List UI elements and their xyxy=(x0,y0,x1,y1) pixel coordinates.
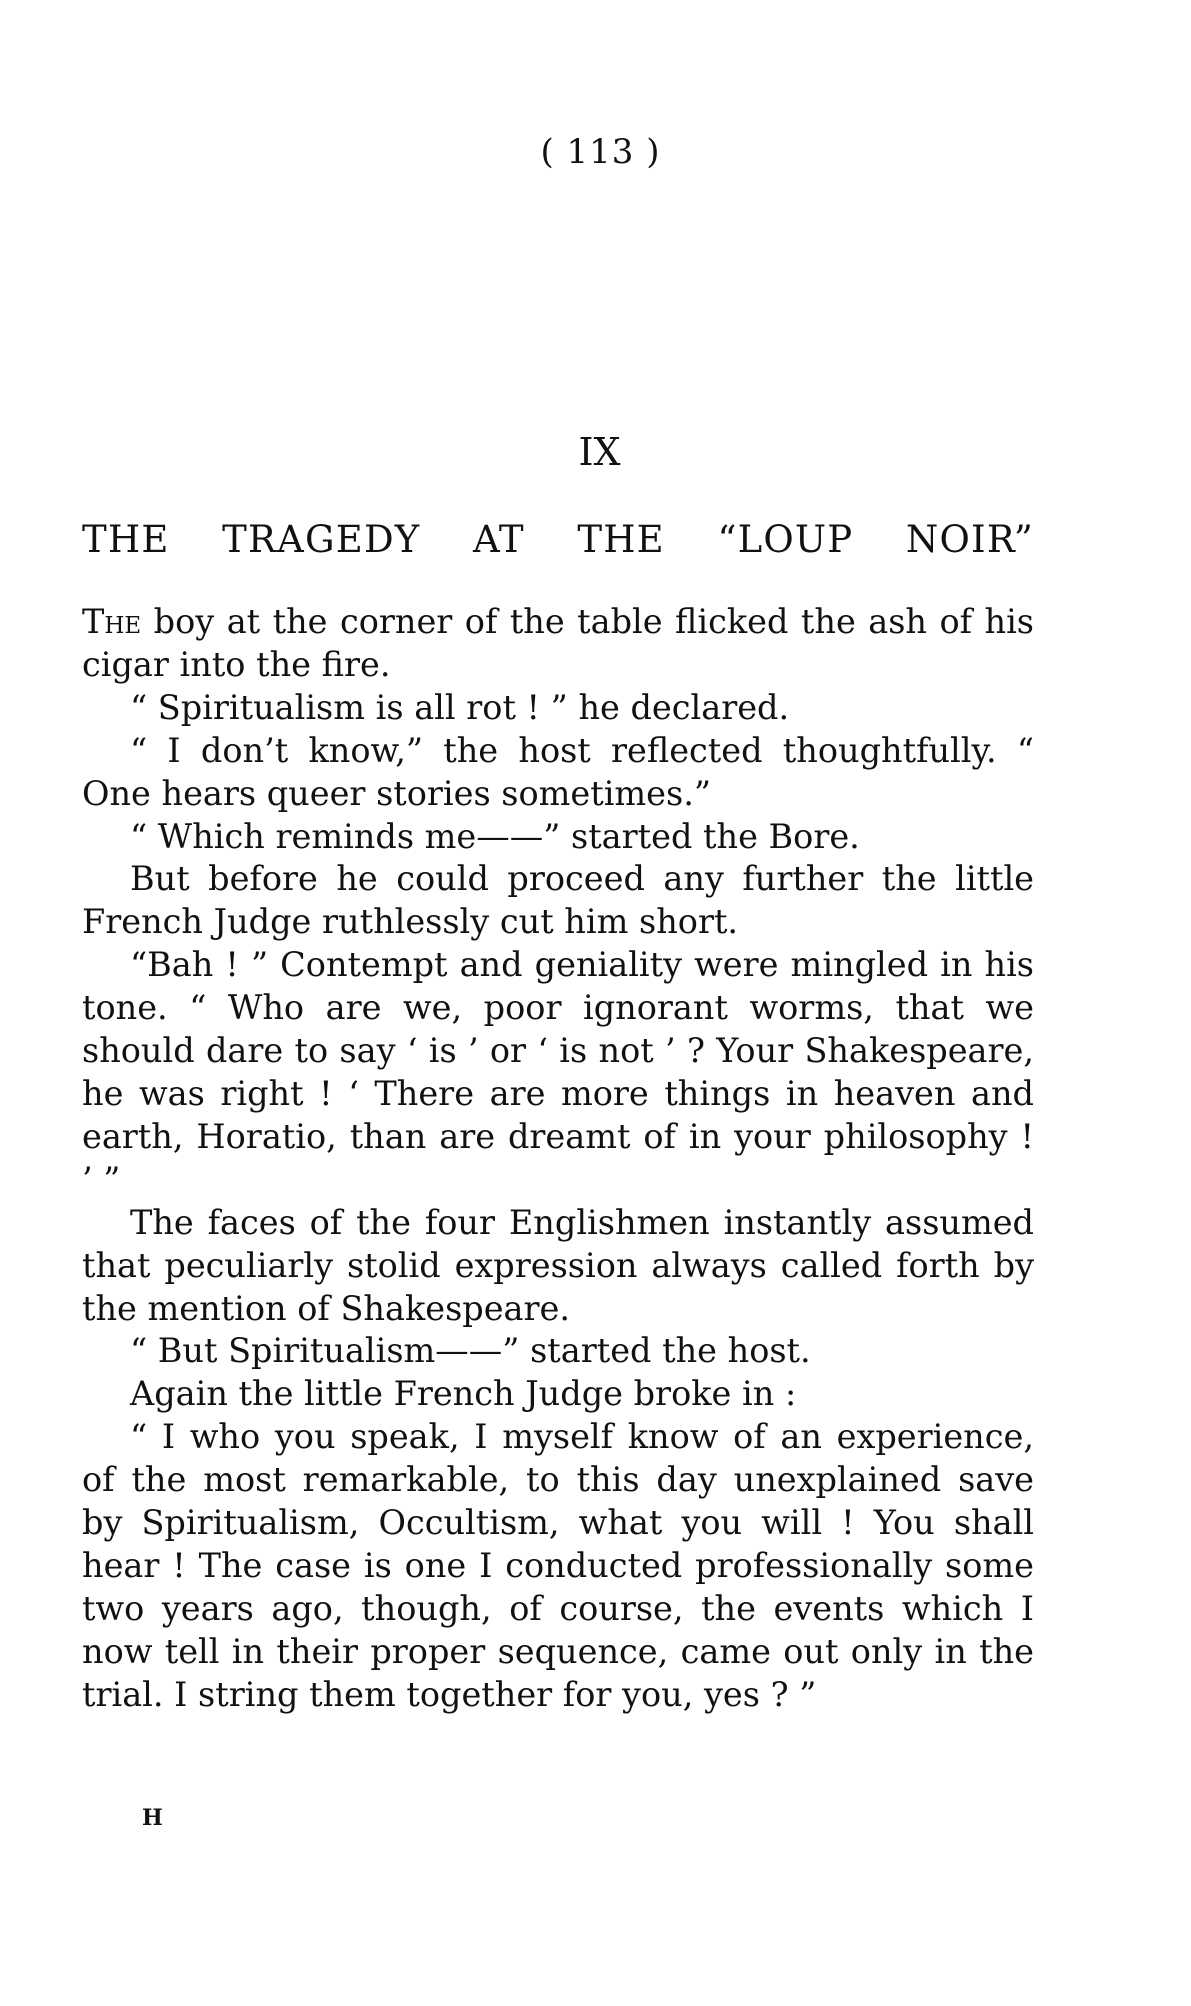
opening-word: The xyxy=(82,602,142,641)
paragraph-text: boy at the corner of the table flicked the ash of his cigar into the fire. xyxy=(82,602,1034,684)
paragraph: “ Spiritualism is all rot ! ” he declared. xyxy=(130,687,790,727)
paragraph: “Bah ! ” Contempt and geniality were mingled in his tone. “ Who are we, poor ignorant worms, that we should dare to say ‘ is ’ or ‘ is not ’ ? Your Shakespeare, he was right ! ‘ There are more things in heaven and earth, Horatio, than are dreamt of in your philosophy ! ’ ” xyxy=(82,945,1034,1199)
chapter-number: IX xyxy=(578,430,621,474)
paragraph: Again the little French Judge broke in : xyxy=(130,1374,797,1414)
paragraph: “ I who you speak, I myself know of an experience, of the most remarkable, to this day unexplained save by Spiritualism, Occultism, what you will ! You shall hear ! The case is one I conducted professionally some two years ago, though, of course, the events which I now tell in their proper sequence, came out only in the trial. I string them together for you, yes ? ” xyxy=(82,1417,1034,1714)
paragraph: “ But Spiritualism——” started the host. xyxy=(130,1331,811,1371)
paragraph xyxy=(82,601,1034,687)
paragraph: “ I don’t know,” the host reflected thoughtfully. “ One hears queer stories sometimes.” xyxy=(82,730,1034,813)
signature-mark: H xyxy=(142,1805,163,1831)
paragraph: But before he could proceed any further the little French Judge ruthlessly cut him short. xyxy=(82,859,1034,942)
paragraph: The faces of the four Englishmen instantly assumed that peculiarly stolid expression always called forth by the mention of Shakespeare. xyxy=(82,1202,1034,1328)
chapter-title: THE TRAGEDY AT THE “LOUP NOIR” xyxy=(82,518,1034,561)
page-number: ( 113 ) xyxy=(540,132,661,172)
chapter-body xyxy=(82,601,1034,1717)
paragraph: “ Which reminds me——” started the Bore. xyxy=(130,816,860,856)
